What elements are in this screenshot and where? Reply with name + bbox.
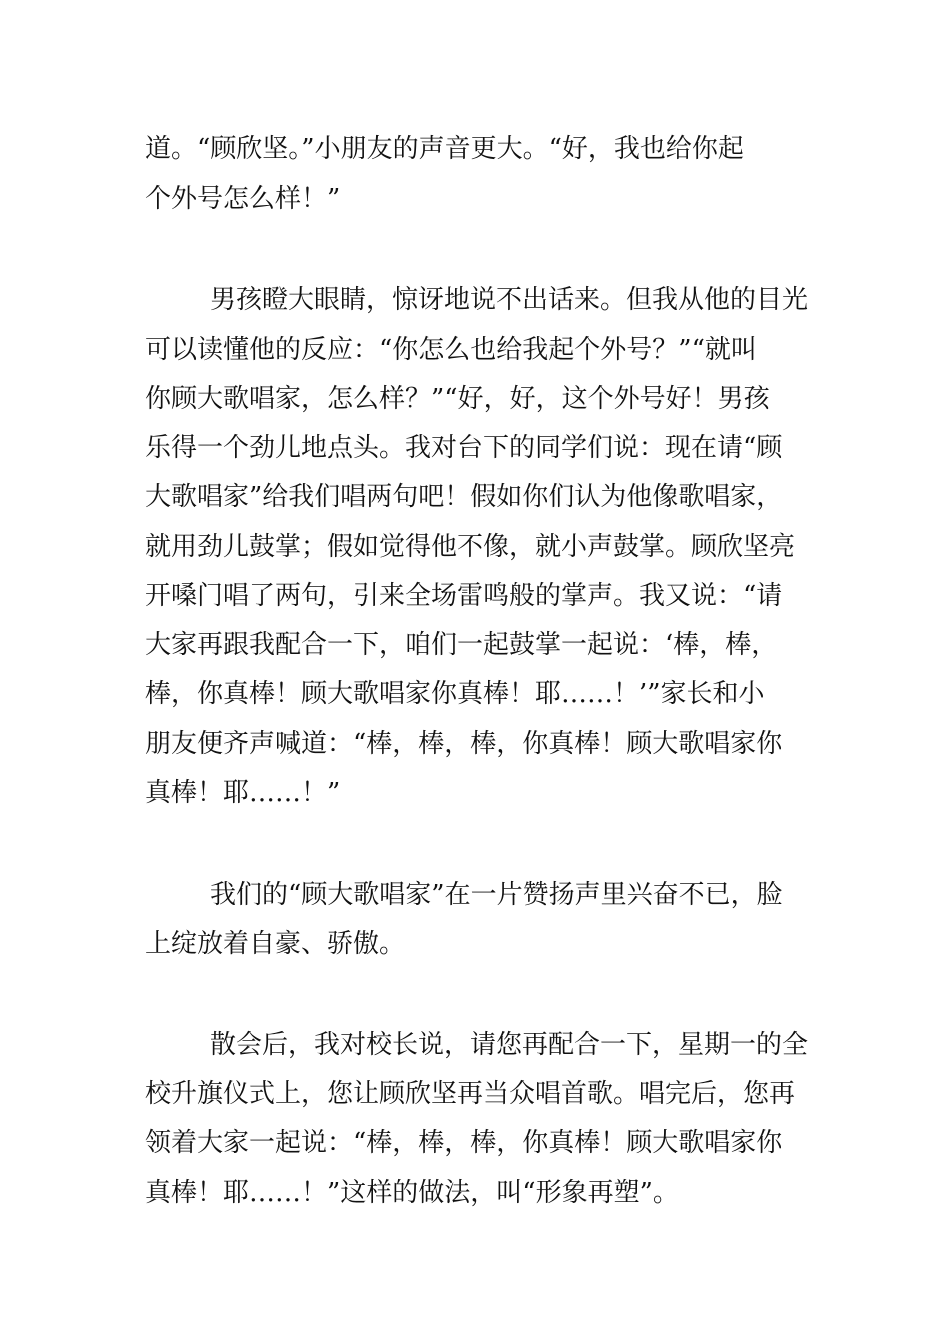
paragraph-2-line-5: 大歌唱家”给我们唱两句吧！假如你们认为他像歌唱家， <box>145 482 783 512</box>
paragraph-3-line-2: 上绽放着自豪、骄傲。 <box>145 929 406 959</box>
paragraph-1-line-2: 个外号怎么样！” <box>145 184 341 214</box>
paragraph-4-line-3: 领着大家一起说：“棒，棒，棒，你真棒！顾大歌唱家你 <box>145 1128 783 1158</box>
paragraph-2-line-9: 棒，你真棒！顾大歌唱家你真棒！耶……！’”家长和小 <box>145 679 765 709</box>
paragraph-2-line-2: 可以读懂他的反应：“你怎么也给我起个外号？”“就叫 <box>145 335 757 365</box>
paragraph-4-line-1: 散会后，我对校长说，请您再配合一下，星期一的全 <box>210 1030 809 1060</box>
paragraph-4-line-4: 真棒！耶……！”这样的做法，叫“形象再塑”。 <box>145 1178 679 1208</box>
paragraph-4-line-2: 校升旗仪式上，您让顾欣坚再当众唱首歌。唱完后，您再 <box>145 1079 796 1109</box>
paragraph-2-line-4: 乐得一个劲儿地点头。我对台下的同学们说：现在请“顾 <box>145 433 783 463</box>
paragraph-1-line-1: 道。“顾欣坚。”小朋友的声音更大。“好，我也给你起 <box>145 134 744 164</box>
paragraph-2-line-1: 男孩瞪大眼睛，惊讶地说不出话来。但我从他的目光 <box>210 285 809 315</box>
paragraph-2-line-11: 真棒！耶……！” <box>145 778 341 808</box>
paragraph-2-line-3: 你顾大歌唱家，怎么样？”“好，好，这个外号好！男孩 <box>145 384 770 414</box>
paragraph-2-line-6: 就用劲儿鼓掌；假如觉得他不像，就小声鼓掌。顾欣坚亮 <box>145 532 796 562</box>
paragraph-3-line-1: 我们的“顾大歌唱家”在一片赞扬声里兴奋不已，脸 <box>210 880 783 910</box>
paragraph-2-line-8: 大家再跟我配合一下，咱们一起鼓掌一起说：‘棒，棒， <box>145 630 778 660</box>
paragraph-2-line-7: 开嗓门唱了两句，引来全场雷鸣般的掌声。我又说：“请 <box>145 581 783 611</box>
paragraph-2-line-10: 朋友便齐声喊道：“棒，棒，棒，你真棒！顾大歌唱家你 <box>145 729 783 759</box>
